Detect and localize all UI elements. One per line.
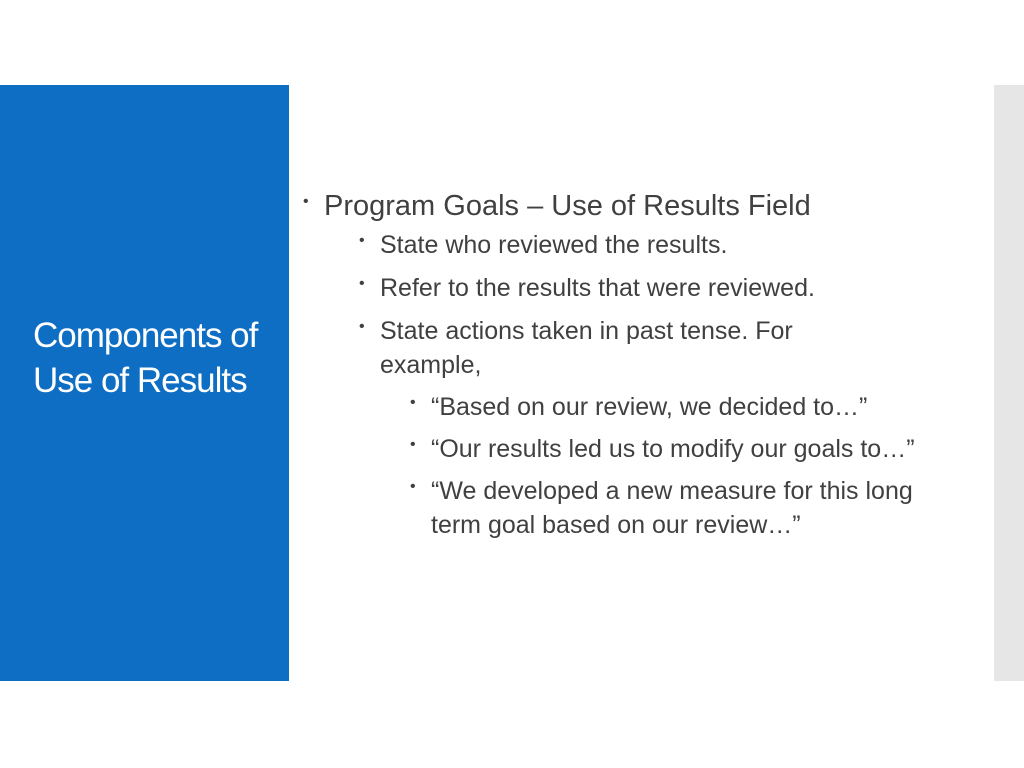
bullet-dot-icon: • [303, 193, 309, 210]
bullet-dot-icon: • [410, 394, 416, 411]
bullet-text: “Based on our review, we decided to…” [431, 393, 868, 421]
bullet-list [300, 188, 980, 542]
bullet-dot-icon: • [359, 318, 365, 335]
bullet-item-level3 [300, 474, 931, 542]
bullet-item-level2 [300, 271, 890, 305]
bullet-dot-icon: • [410, 478, 416, 495]
bullet-item-level2 [300, 228, 890, 262]
bullet-dot-icon: • [359, 232, 365, 249]
bullet-text: Program Goals – Use of Results Field [324, 190, 811, 222]
bullet-text: Refer to the results that were reviewed. [380, 274, 815, 302]
bullet-dot-icon: • [359, 275, 365, 292]
bullet-dot-icon: • [410, 436, 416, 453]
bullet-text: “We developed a new measure for this long term goal based on our review…” [431, 477, 913, 539]
bullet-text: “Our results led us to modify our goals to…” [431, 435, 915, 463]
slide-title: Components of Use of Results [33, 316, 258, 400]
bullet-text: State actions taken in past tense. For example, [380, 317, 793, 379]
bullet-item-level2 [300, 314, 890, 382]
bullet-item-level3 [300, 390, 931, 424]
bullet-text: State who reviewed the results. [380, 231, 728, 259]
side-strip [994, 85, 1024, 681]
bullet-item-level1 [300, 188, 980, 224]
bullet-item-level3 [300, 432, 931, 466]
